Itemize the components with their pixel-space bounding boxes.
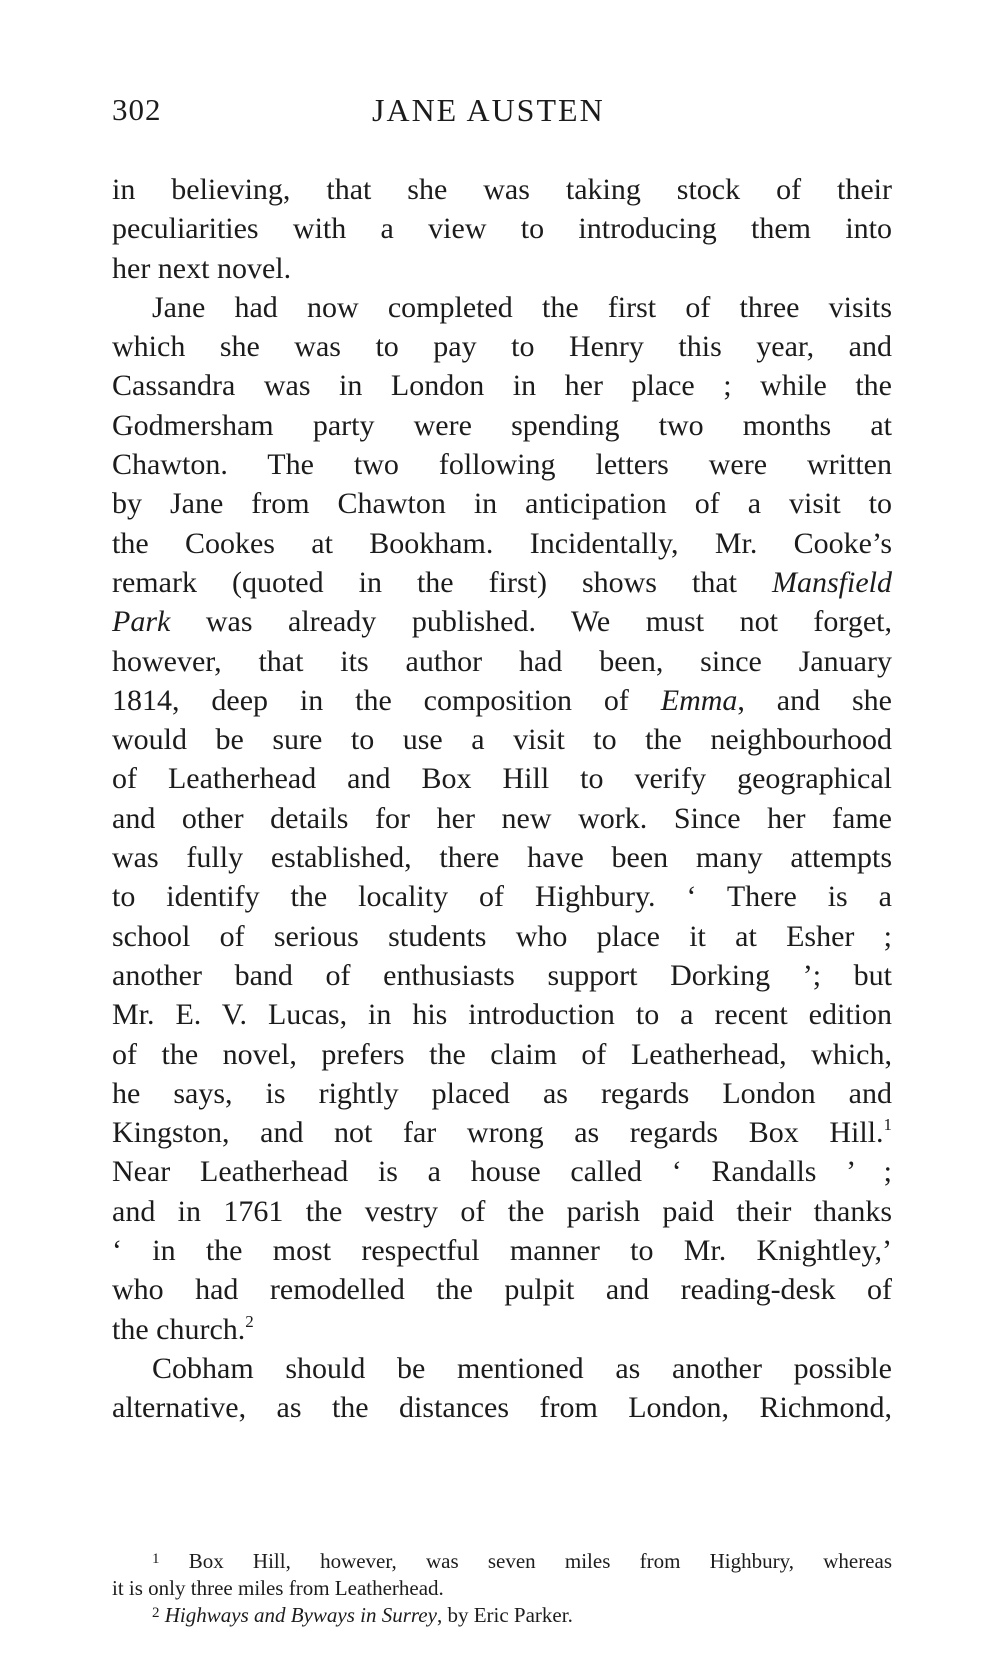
text-line: and other details for her new work. Since her fame (112, 801, 892, 835)
text-line: Jane had now completed the first of three visits (152, 290, 892, 324)
text-line: peculiarities with a view to introducing them into (112, 212, 892, 246)
text-segment: was already published. We must not forget, (205, 605, 893, 639)
text-segment: remark (quoted in the first) shows that (112, 565, 737, 599)
text-line: of the novel, prefers the claim of Leatherhead, which, (112, 1037, 892, 1071)
text-line: another band of enthusiasts support Dorking ’; but (112, 958, 892, 992)
text-segment: , and she (737, 683, 893, 717)
text-line: ‘ in the most respectful manner to Mr. Knightley,’ (112, 1234, 892, 1268)
text-line: however, that its author had been, since January (112, 644, 892, 678)
text-line: Near Leatherhead is a house called ‘ Randalls ’ ; (112, 1155, 892, 1189)
footnote-2 (112, 1602, 892, 1629)
text-line: to identify the locality of Highbury. ‘ There is a (112, 880, 892, 914)
running-head (112, 92, 892, 142)
text-line: of Leatherhead and Box Hill to verify geographical (112, 762, 892, 796)
text-line (112, 1310, 892, 1349)
footnote-text: Box Hill, however, was seven miles from Highbury, whereas (188, 1549, 892, 1573)
text-line: he says, is rightly placed as regards London and (112, 1076, 892, 1110)
italic-title: Mansfield (772, 565, 892, 599)
footnote-marker: 2 (152, 1605, 160, 1621)
text-line: would be sure to use a visit to the neighbourhood (112, 723, 892, 757)
footnote-text: , by Eric Parker. (436, 1603, 573, 1627)
italic-title: Park (112, 605, 171, 639)
footnote-ref[interactable]: 1 (883, 1115, 892, 1135)
italic-title: Emma (660, 683, 738, 717)
text-line (112, 602, 892, 641)
text-line: which she was to pay to Henry this year, and (112, 330, 892, 364)
text-line (112, 681, 892, 720)
text-line (112, 1113, 892, 1152)
text-line: Mr. E. V. Lucas, in his introduction to a recent edition (112, 998, 892, 1032)
text-line: Cobham should be mentioned as another possible (152, 1351, 892, 1385)
footnote-ref[interactable]: 2 (245, 1311, 254, 1331)
text-segment: the church. (112, 1312, 246, 1346)
text-line: the Cookes at Bookham. Incidentally, Mr. Cooke’s (112, 526, 892, 560)
text-line: in believing, that she was taking stock of their (112, 173, 892, 206)
footnote-marker: 1 (152, 1551, 160, 1567)
text-segment: Kingston, and not far wrong as regards Box Hill. (112, 1116, 884, 1150)
text-line: Cassandra was in London in her place ; while the (112, 369, 892, 403)
text-line: was fully established, there have been many attempts (112, 841, 892, 875)
footnote-1-continued: it is only three miles from Leatherhead. (112, 1576, 444, 1600)
text-line: and in 1761 the vestry of the parish paid their thanks (112, 1194, 892, 1228)
footnote-italic-title: Highways and Byways in Surrey (164, 1603, 437, 1627)
text-line: school of serious students who place it at Esher ; (112, 919, 892, 953)
body-text (112, 170, 892, 1428)
text-line: who had remodelled the pulpit and reading-desk of (112, 1273, 892, 1307)
text-segment: 1814, deep in the composition of (112, 683, 629, 717)
text-line (112, 563, 892, 602)
footnotes (112, 1548, 892, 1629)
text-line: her next novel. (112, 251, 292, 285)
text-line: Godmersham party were spending two months at (112, 408, 892, 442)
footnote-1 (112, 1548, 892, 1575)
running-title: JANE AUSTEN (372, 92, 605, 128)
text-line: alternative, as the distances from London, Richmond, (112, 1391, 892, 1425)
text-line: by Jane from Chawton in anticipation of a visit to (112, 487, 892, 521)
page-number: 302 (112, 92, 162, 127)
text-line: Chawton. The two following letters were written (112, 448, 892, 482)
